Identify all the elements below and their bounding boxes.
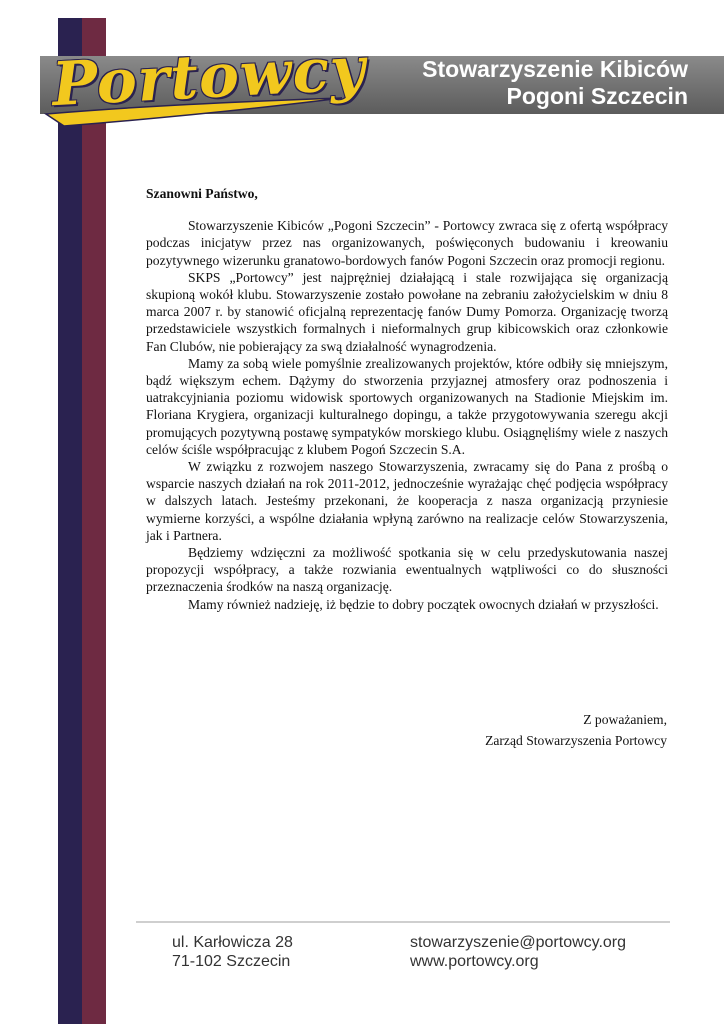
footer-address [172,933,293,971]
footer-website[interactable]: www.portowcy.org [410,953,539,970]
closing-block [485,709,667,751]
paragraph-6: Mamy również nadzieję, iż będzie to dobry początek owocnych działań w przyszłości. [188,596,659,612]
salutation: Szanowni Państwo, [146,186,258,201]
paragraph-3: Mamy za sobą wiele pomyślnie zrealizowanych projektów, które odbiły się mniejszym, bądź większym echem. Dążymy do stworzenia przyjaznej atmosfery oraz podnoszenia i uatrakcyjniania poziomu widowisk sportowych organizowanych na Stadionie Miejskim im. Floriana Krygiera, organizacji kulturalnego dopingu, a także przygotowywania szeregu akcji promujących pozytywną postawę sympatyków morskiego klubu. Osiągnęliśmy wiele z naszych celów ściśle współpracując z klubem Pogoń Szczecin S.A. [146,355,668,457]
title-line-2: Pogoni Szczecin [506,83,688,109]
footer-city: 71-102 Szczecin [172,953,291,970]
footer-divider [136,921,670,923]
maroon-stripe [82,18,106,1024]
paragraph-1: Stowarzyszenie Kibiców „Pogoni Szczecin” - Portowcy zwraca się z ofertą współpracy podczas inicjatyw przez nas organizowanych, poświęconych budowaniu i kreowaniu pozytywnego wizerunku granatowo-bordowych fanów Pogoni Szczecin oraz promocji regionu. [146,218,668,268]
navy-stripe [58,18,82,1024]
paragraph-5: Będziemy wdzięczni za możliwość spotkania się w celu przedyskutowania naszej propozycji współpracy, a także rozwiania ewentualnych wątpliwości co do słuszności przeznaczenia środków na naszą organizację. [146,545,668,595]
letter-body [146,185,668,613]
closing-phrase: Z poważaniem, [583,712,667,727]
signature: Zarząd Stowarzyszenia Portowcy [485,733,667,748]
paragraph-4: W związku z rozwojem naszego Stowarzyszenia, zwracamy się do Pana z prośbą o wsparcie naszych działań na rok 2011-2012, jednocześnie wyrażając chęć podjęcia współpracy w dalszych latach. Jesteśmy przekonani, że kooperacja z nasza organizacją przyniesie wymierne korzyści, a wspólne działania wpłyną zarówno na realizacje celów Stowarzyszenia, jak i Partnera. [146,459,668,543]
organization-title [328,56,688,110]
portowcy-logo: Portowcy [50,33,368,121]
footer-contact [410,933,626,971]
footer-street: ul. Karłowicza 28 [172,934,293,951]
title-line-1: Stowarzyszenie Kibiców [422,56,688,82]
paragraph-2: SKPS „Portowcy” jest najprężniej działającą i stale rozwijająca się organizacją skupioną wokół klubu. Stowarzyszenie zostało powołane na zebraniu założycielskim w dniu 8 marca 2007 r. by stanowić oficjalną reprezentację fanów Dumy Pomorza. Organizację tworzą przedstawiciele wszystkich formalnych i nieformalnych grup kibicowskich oraz członkowie Fan Clubów, nie pobierający za swą działalność wynagrodzenia. [146,269,668,354]
footer-email[interactable]: stowarzyszenie@portowcy.org [410,934,627,951]
